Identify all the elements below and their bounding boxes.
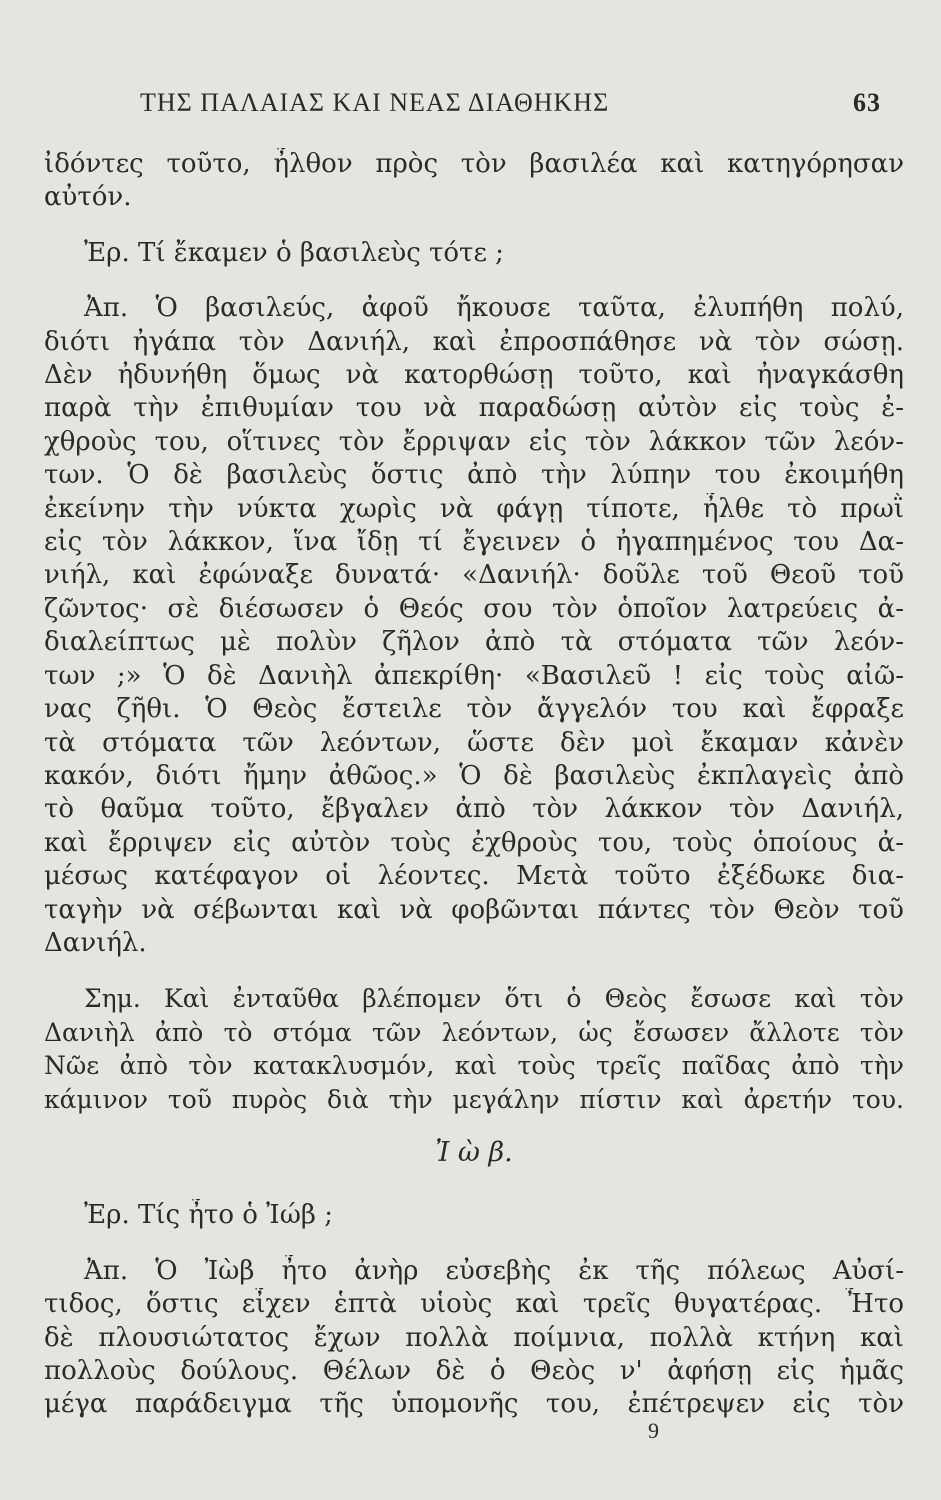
text-line: τιδος, ὅστις εἶχεν ἑπτὰ υἱοὺς καὶ τρεῖς θυγατέρας. Ἦτο	[44, 1289, 904, 1320]
text-line: των. Ὁ δὲ βασιλεὺς ὅστις ἀπὸ τὴν λύπην του ἐκοιμήθη	[44, 460, 904, 491]
text-line: ἐκείνην τὴν νύκτα χωρὶς νὰ φάγῃ τίποτε, ἦλθε τὸ πρωῒ	[44, 493, 904, 524]
text-line: εἰς τὸν λάκκον, ἵνα ἴδῃ τί ἔγεινεν ὁ ἠγαπημένος του Δα-	[44, 527, 904, 558]
text-line: παρὰ τὴν ἐπιθυμίαν του νὰ παραδώσῃ αὐτὸν εἰς τοὺς ἐ-	[44, 393, 904, 424]
note	[44, 982, 904, 1116]
answer-2	[44, 1255, 904, 1422]
text-line: Ἀπ. Ὁ Ἰὼβ ἦτο ἀνὴρ εὐσεβὴς ἐκ τῆς πόλεως Αὐσί-	[84, 1255, 904, 1286]
text-line: ζῶντος· σὲ διέσωσεν ὁ Θεός σου τὸν ὁποῖον λατρεύεις ἀ-	[44, 593, 904, 624]
text-line: Ἐρ. Τίς ἦτο ὁ Ἰώβ ;	[84, 1200, 333, 1231]
text-line: κακόν, διότι ἤμην ἀθῶος.» Ὁ δὲ βασιλεὺς ἐκπλαγεὶς ἀπὸ	[44, 760, 904, 791]
running-title: ΤΗΣ ΠΑΛΑΙΑΣ ΚΑΙ ΝΕΑΣ ΔΙΑΘΗΚΗΣ	[140, 88, 610, 117]
text-line: Ἀπ. Ὁ βασιλεύς, ἀφοῦ ἤκουσε ταῦτα, ἐλυπήθη πολύ,	[84, 293, 904, 324]
text-line: τὸ θαῦμα τοῦτο, ἔβγαλεν ἀπὸ τὸν λάκκον τὸν Δανιήλ,	[44, 794, 904, 825]
body-text	[44, 148, 904, 1422]
text-line: Δανιὴλ ἀπὸ τὸ στόμα τῶν λεόντων, ὡς ἔσωσεν ἄλλοτε τὸν	[44, 1017, 904, 1047]
text-line: μέγα παράδειγμα τῆς ὑπομονῆς του, ἐπέτρεψεν εἰς τὸν	[44, 1389, 904, 1420]
text-line: ἰδόντες τοῦτο, ἦλθον πρὸς τὸν βασιλέα καὶ κατηγόρησαν	[44, 149, 904, 179]
text-line: πολλοὺς δούλους. Θέλων δὲ ὁ Θεὸς ν' ἀφήσῃ εἰς ἡμᾶς	[44, 1356, 904, 1386]
text-line: Νῶε ἀπὸ τὸν κατακλυσμόν, καὶ τοὺς τρεῖς παῖδας ἀπὸ τὴν	[44, 1051, 904, 1081]
answer-1	[44, 292, 904, 960]
text-line: μέσως κατέφαγον οἱ λέοντες. Μετὰ τοῦτο ἐξέδωκε δια-	[44, 861, 904, 892]
text-line: Ἐρ. Τί ἔκαμεν ὁ βασιλεὺς τότε ;	[84, 237, 504, 268]
text-line: ταγὴν νὰ σέβωνται καὶ νὰ φοβῶνται πάντες τὸν Θεὸν τοῦ	[44, 894, 904, 925]
folio-mark: 9	[648, 1418, 659, 1443]
text-line: κάμινον τοῦ πυρὸς διὰ τὴν μεγάλην πίστιν καὶ ἀρετήν του.	[44, 1084, 904, 1114]
text-line: νας ζῆθι. Ὁ Θεὸς ἔστειλε τὸν ἄγγελόν του καὶ ἔφραξε	[44, 694, 904, 725]
text-line: καὶ ἔρριψεν εἰς αὐτὸν τοὺς ἐχθροὺς του, τοὺς ὁποίους ἀ-	[44, 827, 904, 858]
text-line: διαλείπτως μὲ πολὺν ζῆλον ἀπὸ τὰ στόματα τῶν λεόν-	[44, 627, 904, 658]
paragraph-1	[44, 148, 904, 215]
text-line: τὰ στόματα τῶν λεόντων, ὥστε δὲν μοὶ ἔκαμαν κἀνὲν	[44, 727, 904, 758]
text-line: των ;» Ὁ δὲ Δανιὴλ ἀπεκρίθη· «Βασιλεῦ ! εἰς τοὺς αἰῶ-	[44, 660, 904, 691]
question-2	[44, 1199, 904, 1232]
page-number: 63	[853, 88, 881, 117]
text-line: διότι ἠγάπα τὸν Δανιήλ, καὶ ἐπροσπάθησε νὰ τὸν σώσῃ.	[44, 326, 904, 357]
text-line: χθροὺς του, οἵτινες τὸν ἔρριψαν εἰς τὸν λάκκον τῶν λεόν-	[44, 426, 904, 457]
text-line: Δὲν ἠδυνήθη ὅμως νὰ κατορθώσῃ τοῦτο, καὶ ἠναγκάσθη	[44, 360, 904, 391]
text-line: νιήλ, καὶ ἐφώναξε δυνατά· «Δανιήλ· δοῦλε τοῦ Θεοῦ τοῦ	[44, 560, 904, 591]
text-line: Σημ. Καὶ ἐνταῦθα βλέπομεν ὅτι ὁ Θεὸς ἔσωσε καὶ τὸν	[84, 984, 904, 1014]
text-line: δὲ πλουσιώτατος ἔχων πολλὰ ποίμνια, πολλὰ κτήνη καὶ	[44, 1322, 904, 1353]
section-title: Ἰ ὼ β.	[435, 1136, 513, 1168]
text-line: Δανιήλ.	[44, 927, 147, 958]
text-line: αὐτόν.	[44, 182, 132, 213]
running-header	[140, 88, 881, 118]
question-1	[44, 237, 904, 270]
